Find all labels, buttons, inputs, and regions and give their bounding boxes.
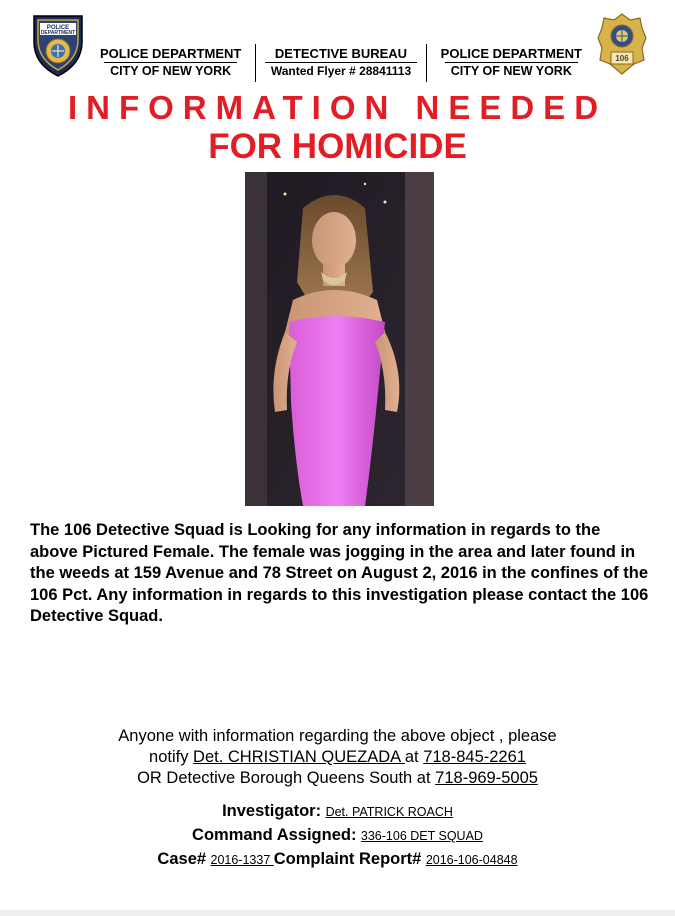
header-left	[86, 44, 255, 82]
nypd-detective-badge-icon	[596, 12, 648, 78]
case-value: 2016-1337	[210, 853, 274, 867]
contact-line3	[0, 768, 675, 789]
at-label: at	[404, 748, 419, 766]
headline-line1: INFORMATION NEEDED	[67, 89, 608, 126]
investigator-label: Investigator:	[222, 802, 322, 820]
detective-name: Det. CHRISTIAN QUEZADA	[193, 748, 405, 766]
svg-text:DEPARTMENT: DEPARTMENT	[40, 30, 76, 36]
contact-block	[0, 726, 675, 789]
complaint-label: Complaint Report#	[273, 850, 422, 868]
command-value: 336-106 DET SQUAD	[360, 829, 483, 843]
contact-line2	[0, 747, 675, 768]
investigator-value: Det. PATRICK ROACH	[325, 805, 453, 819]
complaint-value: 2016-106-04848	[425, 853, 518, 867]
borough-prefix: OR Detective Borough Queens South at	[137, 769, 431, 787]
header-row	[86, 44, 596, 82]
header-left-sub: CITY OF NEW YORK	[104, 62, 237, 80]
headline-line2: FOR HOMICIDE	[208, 127, 467, 166]
contact-line1: Anyone with information regarding the above object , please	[118, 727, 557, 745]
header-center	[255, 44, 426, 82]
female-in-pink-dress-photo	[245, 172, 434, 506]
header-right-title: POLICE DEPARTMENT	[440, 46, 582, 61]
badge-number: 106	[615, 54, 629, 63]
header-right	[427, 44, 596, 82]
case-meta-block	[0, 800, 675, 872]
nypd-shoulder-patch-icon	[30, 12, 86, 78]
description-paragraph: The 106 Detective Squad is Looking for any information in regards to the above Pictured Female. The female was jogging in the area and later found in the weeds at 159 Avenue and 78 Street on August 2, 2016 in the confines of the 106 Pct. Any information in regards to this investigation please contact the 106 Detective Squad.	[30, 521, 649, 625]
svg-text:POLICE: POLICE	[46, 25, 70, 31]
phone-detective[interactable]: 718-845-2261	[423, 748, 526, 766]
case-row	[0, 848, 675, 872]
header-center-title: DETECTIVE BUREAU	[274, 46, 408, 61]
command-row	[0, 824, 675, 848]
page-bottom-edge	[0, 910, 675, 916]
command-label: Command Assigned:	[192, 826, 357, 844]
phone-borough[interactable]: 718-969-5005	[435, 769, 538, 787]
header-right-sub: CITY OF NEW YORK	[445, 62, 578, 80]
header-left-title: POLICE DEPARTMENT	[100, 46, 242, 61]
header-center-sub: Wanted Flyer # 28841113	[265, 62, 417, 80]
case-label: Case#	[157, 850, 207, 868]
investigator-row	[0, 800, 675, 824]
notify-prefix: notify	[149, 748, 189, 766]
